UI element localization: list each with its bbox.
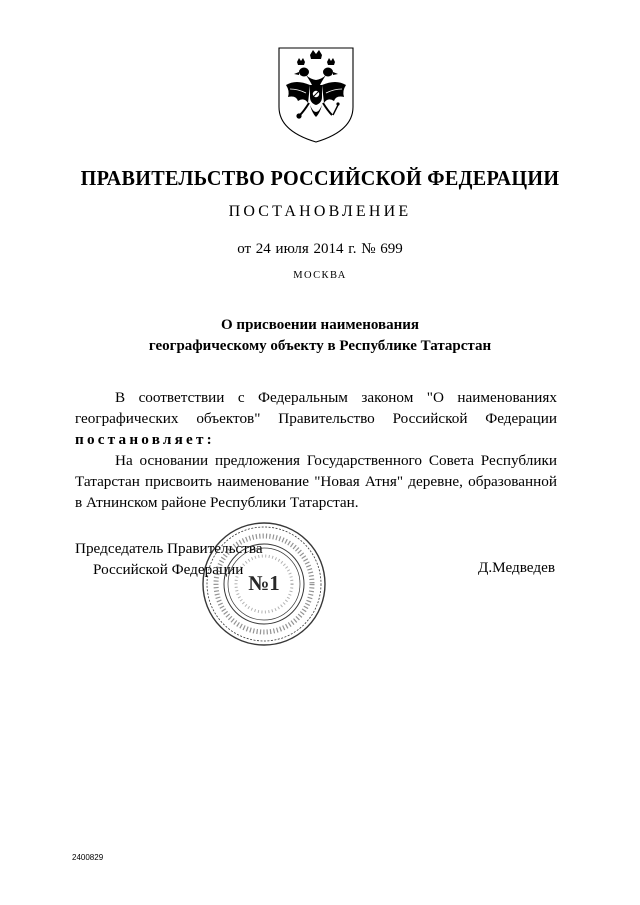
signer-position-line-1: Председатель Правительства bbox=[75, 540, 263, 557]
signer-position-line-2: Российской Федерации bbox=[93, 561, 244, 578]
double-headed-eagle-icon bbox=[276, 45, 356, 145]
heading-line-1: О присвоении наименования bbox=[221, 317, 419, 333]
document-type: ПОСТАНОВЛЕНИЕ bbox=[228, 203, 412, 220]
document-heading bbox=[0, 315, 640, 357]
paragraph-1-line-1: В соответствии с Федеральным законом "О наименованиях bbox=[115, 389, 557, 406]
signer-name: Д.Медведев bbox=[478, 559, 555, 576]
government-title: ПРАВИТЕЛЬСТВО РОССИЙСКОЙ ФЕДЕРАЦИИ bbox=[80, 166, 560, 190]
round-seal-stamp-icon bbox=[201, 521, 327, 647]
paragraph-2: На основании предложения Государственного Совета Республики Татарстан присвоить наименование "Новая Атня" деревне, образованной в Атнинском районе Республики Татарстан. bbox=[75, 452, 557, 511]
date-and-number: от 24 июля 2014 г. № 699 bbox=[237, 241, 403, 257]
document-code: 2400829 bbox=[72, 853, 104, 862]
paragraph-1-line-2: географических объектов" Правительство Российской Федерации bbox=[75, 410, 557, 427]
decree-word: постановляет: bbox=[75, 431, 215, 448]
heading-line-2: географическому объекту в Республике Татарстан bbox=[148, 338, 492, 354]
seal-number: №1 bbox=[248, 571, 280, 595]
city: МОСКВА bbox=[293, 270, 347, 281]
document-body bbox=[75, 387, 557, 513]
